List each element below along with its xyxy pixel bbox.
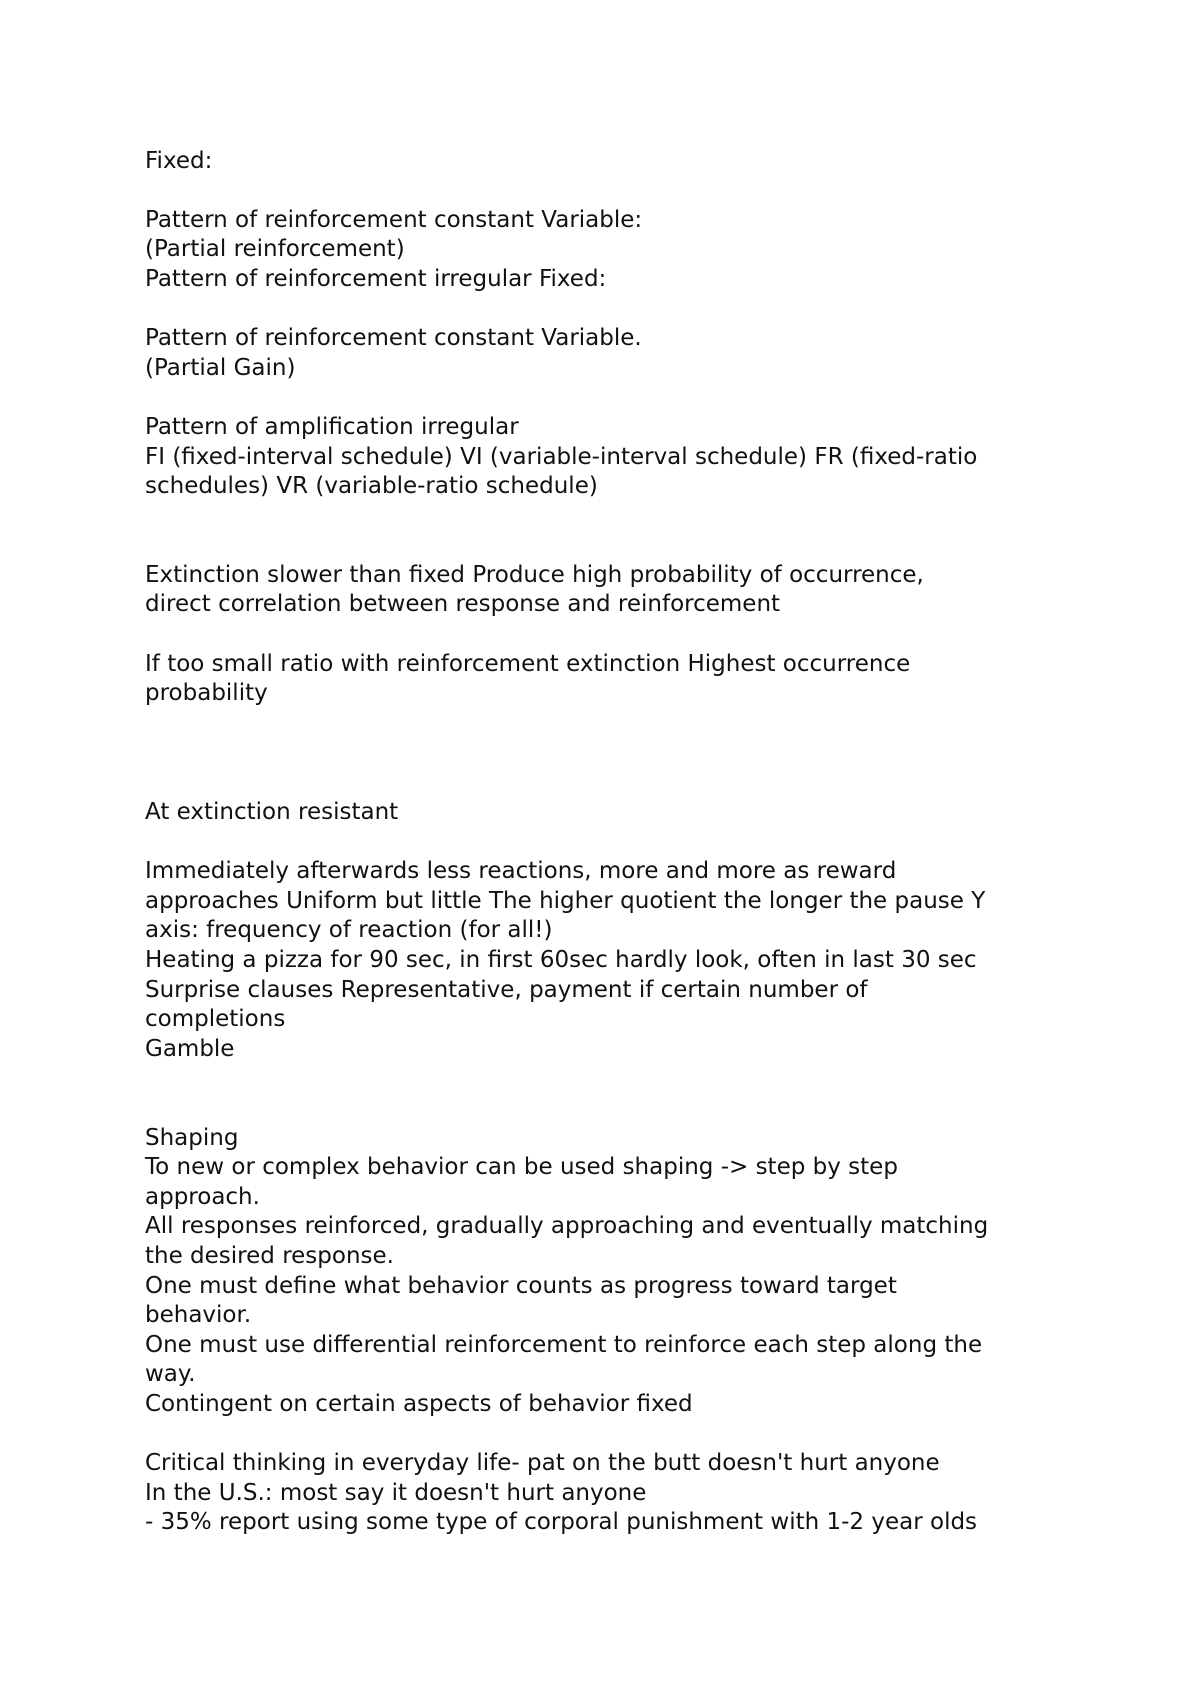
text-line: completions: [145, 1006, 286, 1032]
text-line: If too small ratio with reinforcement extinction Highest occurrence: [145, 651, 911, 677]
text-line: approaches Uniform but little The higher quotient the longer the pause Y: [145, 888, 986, 914]
text-line: At extinction resistant: [145, 799, 399, 825]
text-line: Surprise clauses Representative, payment if certain number of: [145, 977, 868, 1003]
text-line: probability: [145, 680, 268, 706]
text-line: FI (fixed-interval schedule) VI (variable-interval schedule) FR (fixed-ratio: [145, 444, 978, 470]
text-line: direct correlation between response and reinforcement: [145, 591, 781, 617]
text-line: (Partial Gain): [145, 355, 296, 381]
text-line: To new or complex behavior can be used shaping -> step by step: [145, 1154, 898, 1180]
text-line: Shaping: [145, 1125, 239, 1151]
text-line: schedules) VR (variable-ratio schedule): [145, 473, 598, 499]
text-line: axis: frequency of reaction (for all!): [145, 917, 553, 943]
text-line: Heating a pizza for 90 sec, in first 60sec hardly look, often in last 30 sec: [145, 947, 977, 973]
text-line: way.: [145, 1361, 196, 1387]
text-line: All responses reinforced, gradually approaching and eventually matching: [145, 1213, 989, 1239]
text-line: In the U.S.: most say it doesn't hurt anyone: [145, 1480, 647, 1506]
text-line: One must define what behavior counts as progress toward target: [145, 1273, 897, 1299]
text-line: - 35% report using some type of corporal punishment with 1-2 year olds: [145, 1509, 978, 1535]
text-line: Pattern of reinforcement constant Variable.: [145, 325, 642, 351]
text-line: Pattern of amplification irregular: [145, 414, 519, 440]
text-line: Pattern of reinforcement constant Variable:: [145, 207, 643, 233]
text-line: Extinction slower than fixed Produce high probability of occurrence,: [145, 562, 924, 588]
text-line: (Partial reinforcement): [145, 236, 405, 262]
text-line: behavior.: [145, 1302, 252, 1328]
text-line: Immediately afterwards less reactions, more and more as reward: [145, 858, 897, 884]
text-line: Contingent on certain aspects of behavior fixed: [145, 1391, 693, 1417]
text-line: Critical thinking in everyday life- pat on the butt doesn't hurt anyone: [145, 1450, 940, 1476]
text-line: Pattern of reinforcement irregular Fixed:: [145, 266, 607, 292]
text-line: One must use differential reinforcement to reinforce each step along the: [145, 1332, 983, 1358]
text-line: Fixed:: [145, 148, 213, 174]
text-line: Gamble: [145, 1036, 235, 1062]
text-line: the desired response.: [145, 1243, 394, 1269]
text-line: approach.: [145, 1184, 260, 1210]
